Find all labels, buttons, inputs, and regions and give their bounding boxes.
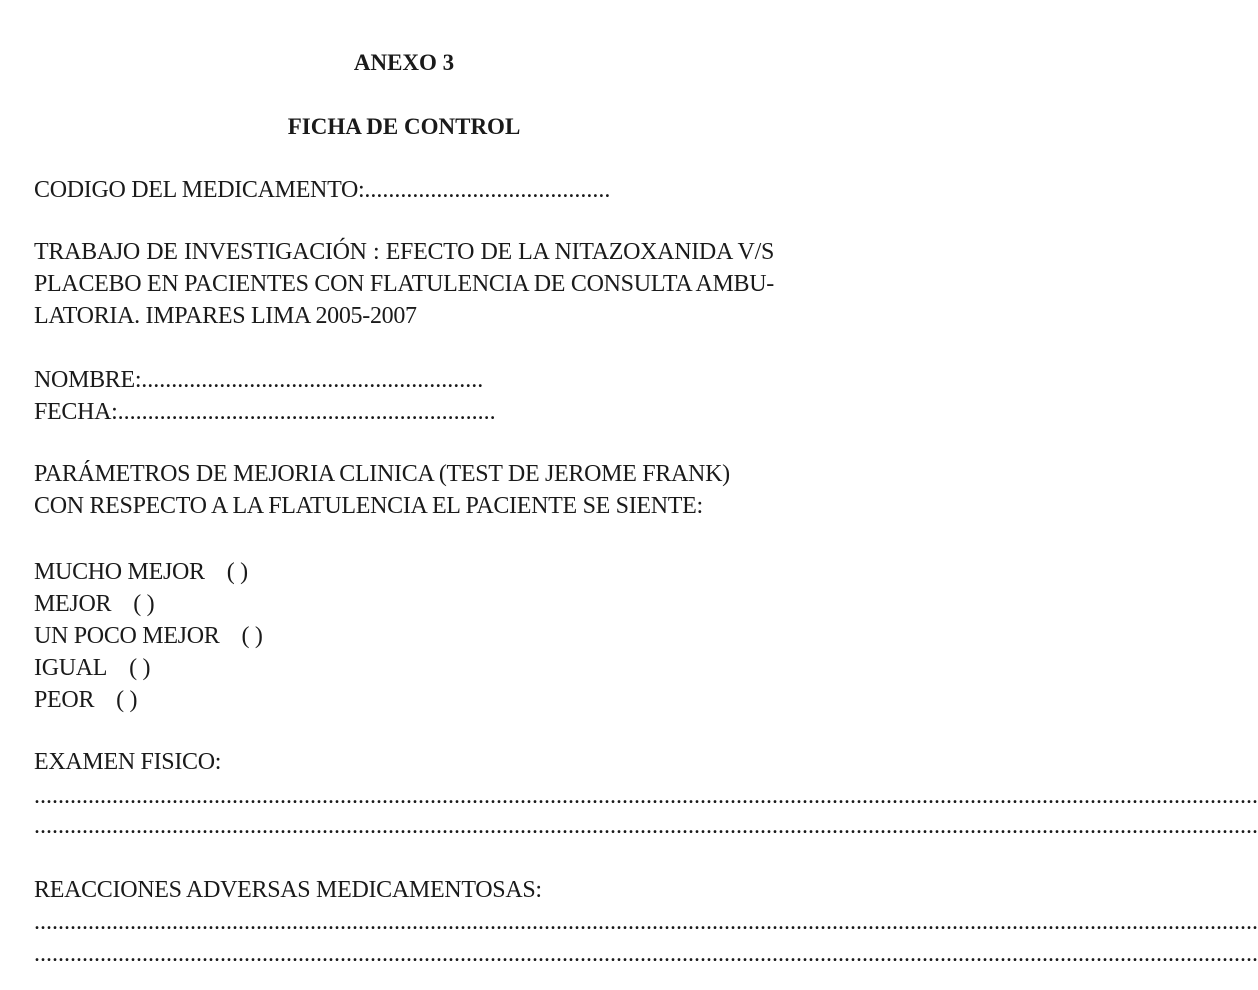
option-checkbox[interactable]: ( ) <box>241 623 263 649</box>
date-label: FECHA: <box>34 399 118 425</box>
exam-line-2[interactable]: ............................................................................................................................................................................................................ <box>34 813 1258 839</box>
adverse-label: REACCIONES ADVERSAS MEDICAMENTOSAS: <box>34 877 542 903</box>
name-field[interactable] <box>34 364 483 396</box>
exam-label: EXAMEN FISICO: <box>34 749 222 775</box>
study-line-3: LATORIA. IMPARES LIMA 2005-2007 <box>34 303 417 329</box>
option-checkbox[interactable]: ( ) <box>133 591 155 617</box>
option-un-poco-mejor[interactable] <box>34 620 263 652</box>
option-label: MUCHO MEJOR <box>34 559 205 585</box>
study-line-2: PLACEBO EN PACIENTES CON FLATULENCIA DE CONSULTA AMBU- <box>34 271 774 297</box>
option-mucho-mejor[interactable] <box>34 556 248 588</box>
option-checkbox[interactable]: ( ) <box>129 655 151 681</box>
option-checkbox[interactable]: ( ) <box>226 559 248 585</box>
drug-code-dots: ......................................... <box>364 177 611 203</box>
option-igual[interactable] <box>34 652 150 684</box>
option-label: UN POCO MEJOR <box>34 623 220 649</box>
name-label: NOMBRE: <box>34 367 142 393</box>
option-label: MEJOR <box>34 591 112 617</box>
study-line-1: TRABAJO DE INVESTIGACIÓN : EFECTO DE LA NITAZOXANIDA V/S <box>34 239 774 265</box>
drug-code-label: CODIGO DEL MEDICAMENTO: <box>34 177 365 203</box>
option-mejor[interactable] <box>34 588 154 620</box>
option-label: PEOR <box>34 687 95 713</box>
date-field[interactable] <box>34 396 496 428</box>
option-peor[interactable] <box>34 684 137 716</box>
form-title: FICHA DE CONTROL <box>287 114 521 139</box>
drug-code-field[interactable] <box>34 174 610 206</box>
adverse-line-1[interactable]: ............................................................................................................................................................................................................ <box>34 909 1258 935</box>
date-dots: ............................................................... <box>117 399 496 425</box>
annex-heading: ANEXO 3 <box>353 50 455 75</box>
parameters-line-2: CON RESPECTO A LA FLATULENCIA EL PACIENTE SE SIENTE: <box>34 493 703 519</box>
option-checkbox[interactable]: ( ) <box>116 687 138 713</box>
name-dots: ......................................................... <box>141 367 484 393</box>
option-label: IGUAL <box>34 655 108 681</box>
adverse-line-2[interactable]: ............................................................................................................................................................................................................ <box>34 941 1258 967</box>
parameters-line-1: PARÁMETROS DE MEJORIA CLINICA (TEST DE JEROME FRANK) <box>34 461 730 487</box>
exam-line-1[interactable]: ............................................................................................................................................................................................................ <box>34 783 1258 809</box>
